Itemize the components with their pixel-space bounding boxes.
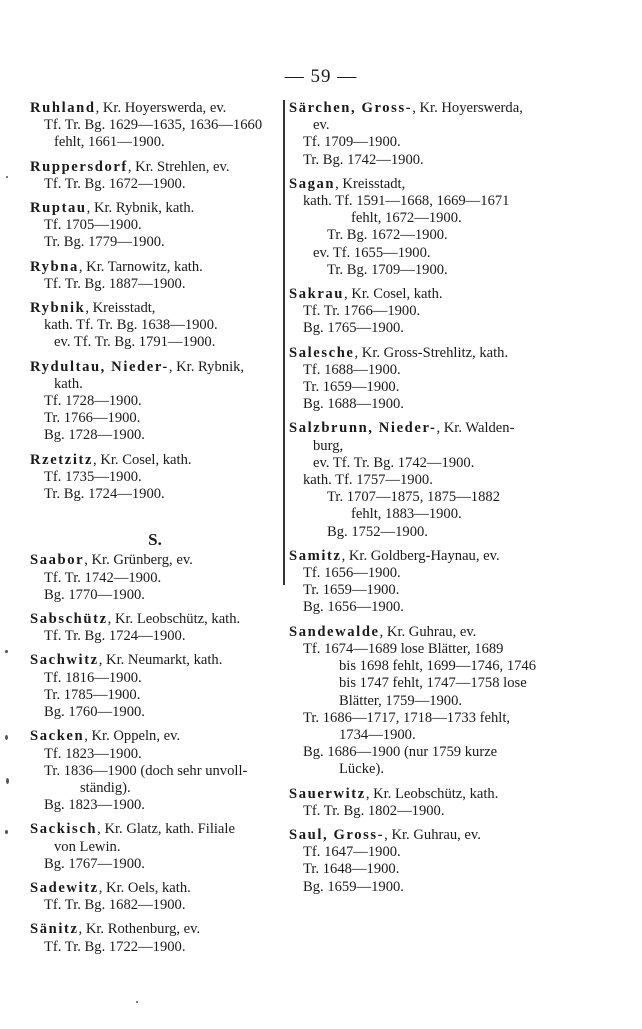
register-entry — [289, 286, 539, 338]
place-name: Sadewitz — [30, 879, 99, 896]
right-column — [289, 100, 539, 903]
record-line: Tr. 1707—1875, 1875—1882 — [327, 489, 500, 506]
place-details: , Kr. Cosel, kath. — [93, 451, 192, 468]
record-line: Bg. 1760—1900. — [44, 704, 145, 721]
record-line: Tr. 1766—1900. — [44, 410, 141, 427]
place-details: , Kr. Rybnik, — [168, 358, 245, 375]
register-entry — [30, 652, 280, 721]
entry-heading — [30, 259, 280, 276]
record-line: Tf. 1647—1900. — [303, 844, 401, 861]
column-divider — [283, 100, 285, 585]
entry-heading — [30, 821, 280, 838]
register-entry — [30, 259, 280, 293]
place-name: Sakrau — [289, 286, 345, 303]
record-line: burg, — [313, 437, 344, 454]
register-entry — [30, 552, 280, 604]
entry-heading — [30, 452, 280, 469]
record-line: Tf. Tr. 1742—1900. — [44, 569, 162, 586]
record-line: Tf. 1728—1900. — [44, 393, 142, 410]
entries-r — [30, 100, 280, 503]
place-details: , Kr. Gross-Strehlitz, kath. — [354, 344, 509, 361]
place-details: , Kr. Leobschütz, kath. — [365, 785, 499, 802]
place-details: , Kr. Guhrau, ev. — [379, 623, 477, 640]
record-line: Lücke). — [339, 761, 384, 778]
entries-right — [289, 100, 539, 896]
record-line: Tr. 1648—1900. — [303, 861, 400, 878]
place-name: Rzetzitz — [30, 451, 94, 468]
record-line: fehlt, 1883—1900. — [351, 506, 462, 523]
record-line: Bg. 1823—1900. — [44, 797, 145, 814]
place-details: , Kr. Rothenburg, ev. — [78, 921, 201, 938]
record-line: von Lewin. — [54, 838, 121, 855]
place-name: Sacken — [30, 728, 85, 745]
place-details: , Kr. Oppeln, ev. — [84, 728, 181, 745]
entry-heading — [289, 624, 539, 641]
place-details: , Kr. Walden- — [436, 420, 515, 437]
place-name: Sauerwitz — [289, 785, 366, 802]
record-line: Tf. Tr. Bg. 1724—1900. — [44, 628, 186, 645]
record-line: Bg. 1752—1900. — [327, 523, 428, 540]
scan-speck — [136, 1001, 138, 1003]
record-line: Bg. 1765—1900. — [303, 320, 404, 337]
record-line: Tr. 1659—1900. — [303, 582, 400, 599]
entry-heading — [289, 286, 539, 303]
record-line: Tr. 1659—1900. — [303, 379, 400, 396]
register-entry — [30, 880, 280, 914]
record-line: ev. Tf. 1655—1900. — [313, 244, 431, 261]
record-line: Tf. 1709—1900. — [303, 134, 401, 151]
place-details: , Kr. Hoyerswerda, — [412, 100, 523, 116]
place-name: Sänitz — [30, 921, 79, 938]
record-line: Tf. 1735—1900. — [44, 468, 142, 485]
register-entry — [30, 200, 280, 252]
register-entry — [30, 359, 280, 445]
section-letter-s: S. — [148, 530, 162, 550]
record-line: Tf. Tr. Bg. 1629—1635, 1636—1660 — [44, 117, 263, 134]
register-entry — [30, 452, 280, 504]
record-line: Tf. Tr. Bg. 1672—1900. — [44, 175, 186, 192]
record-line: ständig). — [80, 779, 131, 796]
entry-heading — [30, 880, 280, 897]
record-line: 1734—1900. — [339, 726, 416, 743]
record-line: Tf. Tr. Bg. 1722—1900. — [44, 938, 186, 955]
place-name: Sandewalde — [289, 623, 380, 640]
record-line: Tf. Tr. Bg. 1802—1900. — [303, 802, 445, 819]
record-line: Tr. Bg. 1779—1900. — [44, 234, 165, 251]
entry-heading — [289, 100, 539, 117]
register-entry — [30, 159, 280, 193]
page-number: — 59 — — [284, 66, 358, 87]
register-entry — [30, 728, 280, 814]
place-name: Rydultau, Nieder- — [30, 358, 169, 375]
record-line: Tr. Bg. 1672—1900. — [327, 227, 448, 244]
record-line: Tr. Bg. 1724—1900. — [44, 486, 165, 503]
record-line: fehlt, 1672—1900. — [351, 210, 462, 227]
entry-heading — [289, 420, 539, 437]
record-line: kath. Tf. 1757—1900. — [303, 472, 433, 489]
record-line: Tf. 1656—1900. — [303, 565, 401, 582]
place-details: , Kr. Tarnowitz, kath. — [78, 258, 203, 275]
place-details: , Kreisstadt, — [335, 175, 406, 192]
record-line: ev. Tf. Tr. Bg. 1791—1900. — [54, 334, 216, 351]
record-line: Tf. 1705—1900. — [44, 217, 142, 234]
entries-s — [30, 552, 280, 955]
scan-speck — [5, 650, 8, 653]
entry-heading — [30, 552, 280, 569]
entry-heading — [30, 611, 280, 628]
register-entry — [289, 345, 539, 414]
record-line: Tf. 1823—1900. — [44, 745, 142, 762]
place-name: Rybnik — [30, 300, 86, 317]
scan-speck — [5, 735, 8, 740]
entry-heading — [289, 548, 539, 565]
entry-heading — [30, 652, 280, 669]
place-name: Saul, Gross- — [289, 826, 385, 843]
place-name: Sackisch — [30, 821, 98, 838]
place-name: Ruhland — [30, 100, 96, 116]
register-entry — [30, 611, 280, 645]
place-name: Rybna — [30, 258, 79, 275]
record-line: kath. — [54, 375, 83, 392]
place-details: , Kr. Oels, kath. — [98, 879, 191, 896]
register-entry — [30, 300, 280, 352]
record-line: Tr. 1785—1900. — [44, 686, 141, 703]
place-name: Särchen, Gross- — [289, 100, 413, 116]
place-details: , Kr. Hoyerswerda, ev. — [95, 100, 227, 116]
scan-speck — [6, 778, 9, 784]
record-line: Tf. Tr. Bg. 1682—1900. — [44, 897, 186, 914]
register-entry — [289, 176, 539, 279]
entry-heading — [289, 786, 539, 803]
place-name: Samitz — [289, 547, 342, 564]
entry-heading — [30, 921, 280, 938]
record-line: Bg. 1767—1900. — [44, 855, 145, 872]
record-line: Tf. Tr. Bg. 1887—1900. — [44, 275, 186, 292]
record-line: bis 1747 fehlt, 1747—1758 lose — [339, 675, 527, 692]
register-entry — [289, 827, 539, 896]
entry-heading — [289, 827, 539, 844]
record-line: Tr. Bg. 1709—1900. — [327, 261, 448, 278]
record-line: Tr. 1836—1900 (doch sehr unvoll- — [44, 762, 248, 779]
record-line: ev. Tf. Tr. Bg. 1742—1900. — [313, 454, 475, 471]
record-line: Bg. 1656—1900. — [303, 599, 404, 616]
record-line: Tr. Bg. 1742—1900. — [303, 151, 424, 168]
place-name: Sachwitz — [30, 652, 99, 669]
place-details: , Kr. Neumarkt, kath. — [98, 652, 223, 669]
register-entry — [30, 821, 280, 873]
record-line: Blätter, 1759—1900. — [339, 692, 463, 709]
register-entry — [289, 786, 539, 820]
scan-speck — [5, 830, 8, 834]
record-line: Bg. 1728—1900. — [44, 427, 145, 444]
place-details: , Kr. Strehlen, ev. — [127, 158, 230, 175]
place-details: , Kr. Leobschütz, kath. — [107, 611, 241, 628]
place-name: Sagan — [289, 175, 336, 192]
record-line: Bg. 1770—1900. — [44, 586, 145, 603]
place-details: , Kr. Goldberg-Haynau, ev. — [341, 547, 500, 564]
place-details: , Kr. Grünberg, ev. — [84, 552, 193, 569]
entry-heading — [289, 176, 539, 193]
entry-heading — [289, 345, 539, 362]
place-details: , Kreisstadt, — [85, 300, 156, 317]
register-entry — [289, 420, 539, 540]
entry-heading — [30, 200, 280, 217]
left-column — [30, 100, 280, 963]
register-entry — [289, 100, 539, 169]
record-line: ev. — [313, 117, 330, 134]
register-entry — [289, 624, 539, 779]
record-line: bis 1698 fehlt, 1699—1746, 1746 — [339, 658, 537, 675]
entry-heading — [30, 728, 280, 745]
record-line: Tr. 1686—1717, 1718—1733 fehlt, — [303, 709, 511, 726]
record-line: Tf. 1688—1900. — [303, 361, 401, 378]
entry-heading — [30, 359, 280, 376]
record-line: Bg. 1659—1900. — [303, 878, 404, 895]
scan-speck — [6, 176, 8, 178]
record-line: kath. Tf. 1591—1668, 1669—1671 — [303, 193, 510, 210]
place-name: Salesche — [289, 344, 355, 361]
register-entry — [30, 100, 280, 152]
place-details: , Kr. Glatz, kath. Filiale — [97, 821, 235, 838]
record-line: Tf. 1816—1900. — [44, 669, 142, 686]
register-entry — [30, 921, 280, 955]
place-details: , Kr. Rybnik, kath. — [86, 200, 195, 217]
record-line: Tf. Tr. 1766—1900. — [303, 303, 421, 320]
entry-heading — [30, 100, 280, 117]
place-name: Salzbrunn, Nieder- — [289, 420, 437, 437]
entry-heading — [30, 159, 280, 176]
place-name: Ruptau — [30, 200, 87, 217]
place-name: Ruppersdorf — [30, 158, 128, 175]
place-details: , Kr. Cosel, kath. — [344, 286, 443, 303]
register-entry — [289, 548, 539, 617]
entry-heading — [30, 300, 280, 317]
record-line: kath. Tf. Tr. Bg. 1638—1900. — [44, 317, 218, 334]
record-line: fehlt, 1661—1900. — [54, 134, 165, 151]
record-line: Bg. 1686—1900 (nur 1759 kurze — [303, 744, 498, 761]
record-line: Tf. 1674—1689 lose Blätter, 1689 — [303, 640, 504, 657]
place-name: Saabor — [30, 552, 85, 569]
record-line: Bg. 1688—1900. — [303, 396, 404, 413]
place-details: , Kr. Guhrau, ev. — [384, 826, 481, 843]
place-name: Sabschütz — [30, 611, 108, 628]
